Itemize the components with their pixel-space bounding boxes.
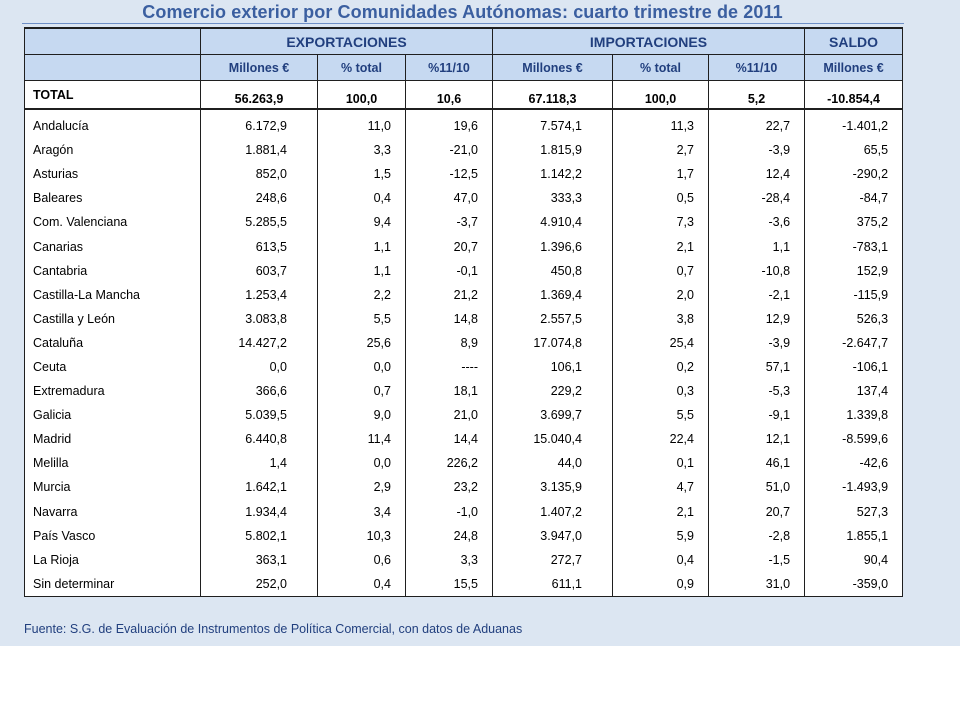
row-value: 44,0 bbox=[493, 451, 613, 475]
row-value: 4.910,4 bbox=[493, 210, 613, 234]
row-value: -1,0 bbox=[406, 500, 493, 524]
table-row bbox=[25, 379, 903, 403]
row-value: 3,4 bbox=[318, 500, 406, 524]
region-name: Murcia bbox=[25, 475, 201, 499]
row-value: -0,1 bbox=[406, 259, 493, 283]
region-name: Ceuta bbox=[25, 355, 201, 379]
row-value: 3.135,9 bbox=[493, 475, 613, 499]
row-value: 1.855,1 bbox=[805, 524, 903, 548]
row-value: 5.285,5 bbox=[201, 210, 318, 234]
row-value: 2,7 bbox=[613, 138, 709, 162]
row-value: 19,6 bbox=[406, 114, 493, 138]
row-value: 2,9 bbox=[318, 475, 406, 499]
table-row bbox=[25, 138, 903, 162]
row-value: 1.253,4 bbox=[201, 283, 318, 307]
row-value: 18,1 bbox=[406, 379, 493, 403]
region-name: Castilla-La Mancha bbox=[25, 283, 201, 307]
row-value: 17.074,8 bbox=[493, 331, 613, 355]
row-value: 14,4 bbox=[406, 427, 493, 451]
region-name: Madrid bbox=[25, 427, 201, 451]
row-value: 5,5 bbox=[613, 403, 709, 427]
row-value: 65,5 bbox=[805, 138, 903, 162]
row-value: 1,1 bbox=[318, 259, 406, 283]
row-value: -2,8 bbox=[709, 524, 805, 548]
row-value: 2,1 bbox=[613, 500, 709, 524]
region-name: Sin determinar bbox=[25, 572, 201, 597]
row-value: 22,7 bbox=[709, 114, 805, 138]
row-value: -3,6 bbox=[709, 210, 805, 234]
subheader-corner bbox=[25, 55, 201, 81]
row-value: 25,4 bbox=[613, 331, 709, 355]
row-value: 527,3 bbox=[805, 500, 903, 524]
row-value: 14.427,2 bbox=[201, 331, 318, 355]
table-row bbox=[25, 524, 903, 548]
row-value: 1.642,1 bbox=[201, 475, 318, 499]
row-value: -10,8 bbox=[709, 259, 805, 283]
row-value: 5.802,1 bbox=[201, 524, 318, 548]
total-value: 10,6 bbox=[406, 81, 493, 110]
row-value: -3,7 bbox=[406, 210, 493, 234]
row-value: 24,8 bbox=[406, 524, 493, 548]
column-subheader: Millones € bbox=[805, 55, 903, 81]
row-value: 6.440,8 bbox=[201, 427, 318, 451]
page-title: Comercio exterior por Comunidades Autónomas: cuarto trimestre de 2011 bbox=[142, 2, 783, 22]
row-value: -8.599,6 bbox=[805, 427, 903, 451]
row-value: 1,4 bbox=[201, 451, 318, 475]
row-value: 31,0 bbox=[709, 572, 805, 597]
table-row bbox=[25, 572, 903, 597]
table-row bbox=[25, 403, 903, 427]
region-name: Extremadura bbox=[25, 379, 201, 403]
total-value: 100,0 bbox=[613, 81, 709, 110]
row-value: -115,9 bbox=[805, 283, 903, 307]
row-value: 0,4 bbox=[318, 186, 406, 210]
row-value: ---- bbox=[406, 355, 493, 379]
row-value: 611,1 bbox=[493, 572, 613, 597]
row-value: 137,4 bbox=[805, 379, 903, 403]
table-row bbox=[25, 210, 903, 234]
row-value: 9,4 bbox=[318, 210, 406, 234]
row-value: -42,6 bbox=[805, 451, 903, 475]
trade-table bbox=[24, 27, 903, 597]
row-value: 0,7 bbox=[613, 259, 709, 283]
table-body bbox=[25, 28, 903, 596]
row-value: 2,0 bbox=[613, 283, 709, 307]
row-value: 9,0 bbox=[318, 403, 406, 427]
table-row bbox=[25, 548, 903, 572]
row-value: 333,3 bbox=[493, 186, 613, 210]
row-value: 20,7 bbox=[406, 234, 493, 258]
row-value: -1.401,2 bbox=[805, 114, 903, 138]
row-value: 613,5 bbox=[201, 234, 318, 258]
region-name: Aragón bbox=[25, 138, 201, 162]
table-row bbox=[25, 162, 903, 186]
row-value: -28,4 bbox=[709, 186, 805, 210]
table-row bbox=[25, 451, 903, 475]
row-value: -9,1 bbox=[709, 403, 805, 427]
title-divider bbox=[22, 23, 904, 24]
table-row bbox=[25, 331, 903, 355]
total-value: 56.263,9 bbox=[201, 81, 318, 110]
row-value: 0,4 bbox=[318, 572, 406, 597]
table-row bbox=[25, 307, 903, 331]
row-value: 22,4 bbox=[613, 427, 709, 451]
column-subheader: %11/10 bbox=[709, 55, 805, 81]
subheader-row bbox=[25, 55, 903, 81]
region-name: Melilla bbox=[25, 451, 201, 475]
row-value: 1.881,4 bbox=[201, 138, 318, 162]
row-value: 603,7 bbox=[201, 259, 318, 283]
row-value: -84,7 bbox=[805, 186, 903, 210]
row-value: 363,1 bbox=[201, 548, 318, 572]
total-label: TOTAL bbox=[25, 81, 201, 110]
table-row bbox=[25, 475, 903, 499]
row-value: 0,6 bbox=[318, 548, 406, 572]
row-value: 3.947,0 bbox=[493, 524, 613, 548]
row-value: 20,7 bbox=[709, 500, 805, 524]
row-value: 21,2 bbox=[406, 283, 493, 307]
row-value: 1.934,4 bbox=[201, 500, 318, 524]
column-subheader: Millones € bbox=[201, 55, 318, 81]
row-value: -359,0 bbox=[805, 572, 903, 597]
row-value: -2,1 bbox=[709, 283, 805, 307]
region-name: Cantabria bbox=[25, 259, 201, 283]
row-value: 1,1 bbox=[318, 234, 406, 258]
row-value: -3,9 bbox=[709, 138, 805, 162]
row-value: 3.699,7 bbox=[493, 403, 613, 427]
table-row bbox=[25, 186, 903, 210]
column-subheader: % total bbox=[613, 55, 709, 81]
row-value: -21,0 bbox=[406, 138, 493, 162]
row-value: 852,0 bbox=[201, 162, 318, 186]
row-value: 0,0 bbox=[201, 355, 318, 379]
row-value: -3,9 bbox=[709, 331, 805, 355]
row-value: 1,5 bbox=[318, 162, 406, 186]
row-value: 1.142,2 bbox=[493, 162, 613, 186]
row-value: 0,0 bbox=[318, 355, 406, 379]
region-name: Baleares bbox=[25, 186, 201, 210]
region-name: Navarra bbox=[25, 500, 201, 524]
total-row bbox=[25, 81, 903, 110]
total-value: -10.854,4 bbox=[805, 81, 903, 110]
row-value: 248,6 bbox=[201, 186, 318, 210]
row-value: 226,2 bbox=[406, 451, 493, 475]
column-subheader: % total bbox=[318, 55, 406, 81]
row-value: 1.369,4 bbox=[493, 283, 613, 307]
row-value: 14,8 bbox=[406, 307, 493, 331]
row-value: 4,7 bbox=[613, 475, 709, 499]
row-value: 0,9 bbox=[613, 572, 709, 597]
row-value: 51,0 bbox=[709, 475, 805, 499]
row-value: -12,5 bbox=[406, 162, 493, 186]
region-name: Andalucía bbox=[25, 114, 201, 138]
row-value: 366,6 bbox=[201, 379, 318, 403]
row-value: 252,0 bbox=[201, 572, 318, 597]
region-name: La Rioja bbox=[25, 548, 201, 572]
region-name: Cataluña bbox=[25, 331, 201, 355]
table-row bbox=[25, 283, 903, 307]
total-value: 67.118,3 bbox=[493, 81, 613, 110]
row-value: 0,0 bbox=[318, 451, 406, 475]
table-row bbox=[25, 234, 903, 258]
total-value: 100,0 bbox=[318, 81, 406, 110]
row-value: 3,3 bbox=[318, 138, 406, 162]
group-header-balance: SALDO bbox=[805, 28, 903, 55]
row-value: 3,3 bbox=[406, 548, 493, 572]
row-value: -1,5 bbox=[709, 548, 805, 572]
row-value: 21,0 bbox=[406, 403, 493, 427]
table-row bbox=[25, 427, 903, 451]
row-value: 11,4 bbox=[318, 427, 406, 451]
region-name: Asturias bbox=[25, 162, 201, 186]
row-value: 2.557,5 bbox=[493, 307, 613, 331]
row-value: 526,3 bbox=[805, 307, 903, 331]
row-value: 11,0 bbox=[318, 114, 406, 138]
row-value: -5,3 bbox=[709, 379, 805, 403]
column-subheader: Millones € bbox=[493, 55, 613, 81]
row-value: 15,5 bbox=[406, 572, 493, 597]
row-value: -2.647,7 bbox=[805, 331, 903, 355]
source-note: Fuente: S.G. de Evaluación de Instrumentos de Política Comercial, con datos de Aduanas bbox=[24, 622, 523, 636]
row-value: 1,7 bbox=[613, 162, 709, 186]
group-header-row bbox=[25, 28, 903, 55]
row-value: 1.407,2 bbox=[493, 500, 613, 524]
row-value: 12,9 bbox=[709, 307, 805, 331]
row-value: 8,9 bbox=[406, 331, 493, 355]
region-name: Com. Valenciana bbox=[25, 210, 201, 234]
row-value: 229,2 bbox=[493, 379, 613, 403]
region-name: Galicia bbox=[25, 403, 201, 427]
row-value: 375,2 bbox=[805, 210, 903, 234]
row-value: 47,0 bbox=[406, 186, 493, 210]
row-value: 5.039,5 bbox=[201, 403, 318, 427]
row-value: 0,4 bbox=[613, 548, 709, 572]
row-value: 3,8 bbox=[613, 307, 709, 331]
row-value: -106,1 bbox=[805, 355, 903, 379]
row-value: 2,1 bbox=[613, 234, 709, 258]
row-value: -783,1 bbox=[805, 234, 903, 258]
row-value: 0,1 bbox=[613, 451, 709, 475]
column-subheader: %11/10 bbox=[406, 55, 493, 81]
group-header-exports: EXPORTACIONES bbox=[201, 28, 493, 55]
region-name: País Vasco bbox=[25, 524, 201, 548]
region-name: Castilla y León bbox=[25, 307, 201, 331]
row-value: 152,9 bbox=[805, 259, 903, 283]
row-value: -1.493,9 bbox=[805, 475, 903, 499]
table-row bbox=[25, 259, 903, 283]
row-value: -290,2 bbox=[805, 162, 903, 186]
row-value: 0,2 bbox=[613, 355, 709, 379]
row-value: 10,3 bbox=[318, 524, 406, 548]
row-value: 12,1 bbox=[709, 427, 805, 451]
row-value: 272,7 bbox=[493, 548, 613, 572]
table-row bbox=[25, 355, 903, 379]
row-value: 90,4 bbox=[805, 548, 903, 572]
row-value: 3.083,8 bbox=[201, 307, 318, 331]
table-row bbox=[25, 114, 903, 138]
row-value: 0,5 bbox=[613, 186, 709, 210]
row-value: 57,1 bbox=[709, 355, 805, 379]
region-name: Canarias bbox=[25, 234, 201, 258]
table-row bbox=[25, 500, 903, 524]
row-value: 1.396,6 bbox=[493, 234, 613, 258]
row-value: 23,2 bbox=[406, 475, 493, 499]
row-value: 7,3 bbox=[613, 210, 709, 234]
row-value: 46,1 bbox=[709, 451, 805, 475]
row-value: 25,6 bbox=[318, 331, 406, 355]
group-header-imports: IMPORTACIONES bbox=[493, 28, 805, 55]
row-value: 5,9 bbox=[613, 524, 709, 548]
row-value: 11,3 bbox=[613, 114, 709, 138]
row-value: 7.574,1 bbox=[493, 114, 613, 138]
row-value: 6.172,9 bbox=[201, 114, 318, 138]
row-value: 450,8 bbox=[493, 259, 613, 283]
row-value: 0,7 bbox=[318, 379, 406, 403]
row-value: 0,3 bbox=[613, 379, 709, 403]
row-value: 1,1 bbox=[709, 234, 805, 258]
header-corner bbox=[25, 28, 201, 55]
row-value: 12,4 bbox=[709, 162, 805, 186]
row-value: 106,1 bbox=[493, 355, 613, 379]
row-value: 1.815,9 bbox=[493, 138, 613, 162]
row-value: 1.339,8 bbox=[805, 403, 903, 427]
row-value: 5,5 bbox=[318, 307, 406, 331]
row-value: 15.040,4 bbox=[493, 427, 613, 451]
row-value: 2,2 bbox=[318, 283, 406, 307]
total-value: 5,2 bbox=[709, 81, 805, 110]
